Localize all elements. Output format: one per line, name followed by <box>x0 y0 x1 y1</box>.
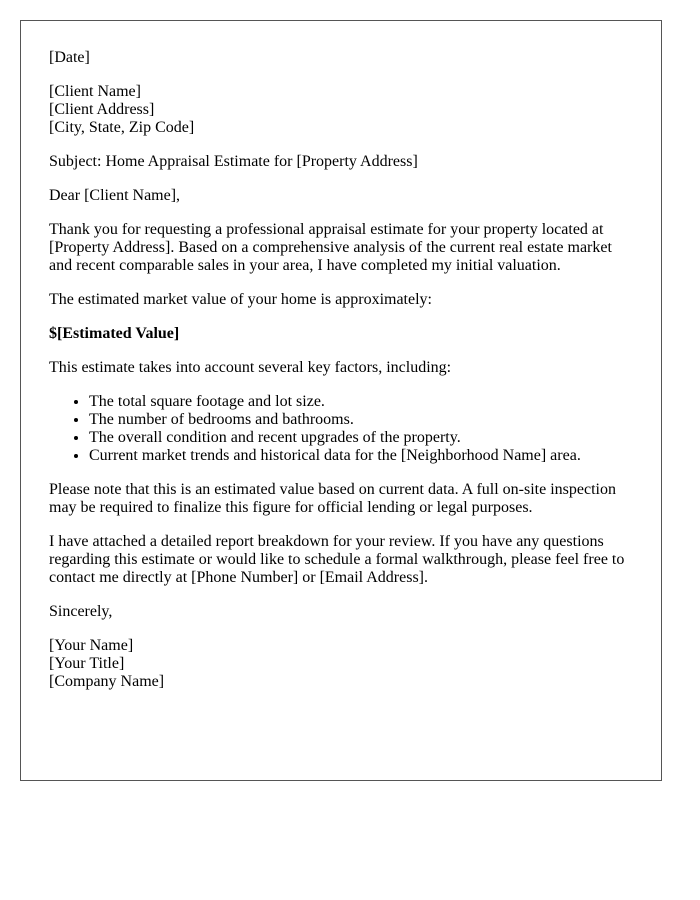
your-name: [Your Name] <box>49 637 134 654</box>
list-item: • Current market trends and historical data for the [Neighborhood Name] area. <box>89 447 633 465</box>
recipient-block <box>49 83 633 137</box>
letter <box>20 20 662 781</box>
intro-paragraph: Thank you for requesting a professional appraisal estimate for your property located at [Property Address]. Based on a comprehensive analysis of the current real estate market and recent comparable sales in your area, I have completed my initial valuation. <box>49 221 612 274</box>
factors-intro: This estimate takes into account several key factors, including: <box>49 359 452 376</box>
list-item: • The overall condition and recent upgrades of the property. <box>89 429 633 447</box>
list-item: • The number of bedrooms and bathrooms. <box>89 411 633 429</box>
date: [Date] <box>49 49 90 66</box>
subject-line: Subject: Home Appraisal Estimate for [Property Address] <box>49 153 418 170</box>
signature-block <box>49 637 633 691</box>
salutation: Dear [Client Name], <box>49 187 181 204</box>
signoff: Sincerely, <box>49 603 113 620</box>
client-name: [Client Name] <box>49 83 141 100</box>
note-paragraph: Please note that this is an estimated value based on current data. A full on-site inspection may be required to finalize this figure for official lending or legal purposes. <box>49 481 616 516</box>
company-name: [Company Name] <box>49 673 165 690</box>
list-item: • The total square footage and lot size. <box>89 393 633 411</box>
value-intro: The estimated market value of your home is approximately: <box>49 291 432 308</box>
factors-list <box>49 393 633 465</box>
closing-paragraph: I have attached a detailed report breakdown for your review. If you have any questions regarding this estimate or would like to schedule a formal walkthrough, please feel free to contact me directly at [Phone Number] or [Email Address]. <box>49 533 625 586</box>
client-address: [Client Address] <box>49 101 155 118</box>
estimated-value: $[Estimated Value] <box>49 325 180 342</box>
your-title: [Your Title] <box>49 655 125 672</box>
client-city-state-zip: [City, State, Zip Code] <box>49 119 195 136</box>
